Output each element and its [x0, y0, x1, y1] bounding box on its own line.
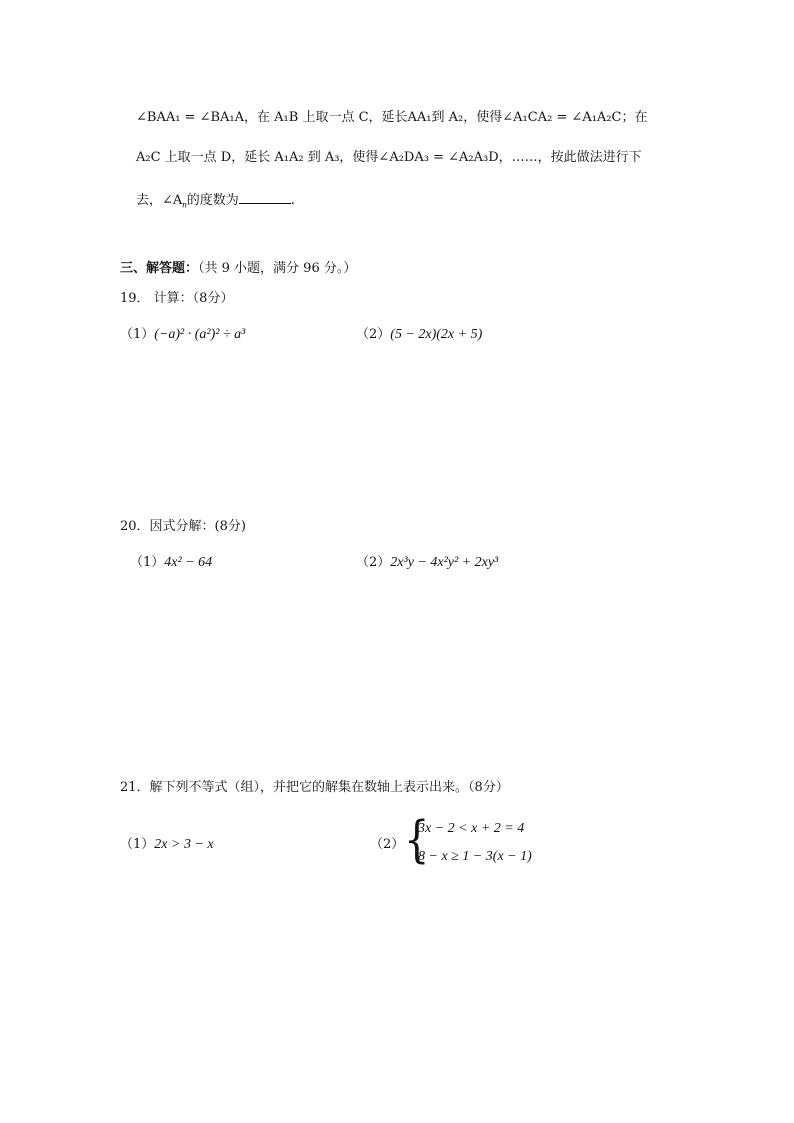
q21-system-line2: 8 − x ≥ 1 − 3(x − 1) [418, 849, 532, 864]
problem18-line3-post: . [290, 193, 295, 208]
q19-p2-expression: (5 − 2x)(2x + 5) [390, 327, 483, 342]
problem18-line3-pre: 去，∠A [136, 193, 183, 208]
problem18-line3-mid: 的度数为 [186, 193, 239, 208]
q19-header [120, 290, 233, 308]
q19-header-text: 19． 计算：（8分） [120, 291, 234, 306]
problem18-subscript-n: n [182, 199, 187, 210]
q20-header [120, 518, 246, 536]
problem18-line3 [136, 191, 295, 214]
q20-p1-expression: 4x² − 64 [164, 555, 213, 570]
q20-header-text: 20．因式分解：(8分) [120, 519, 246, 534]
q21-p2-label-wrap [370, 836, 404, 854]
section-note: （共 9 小题，满分 96 分。） [198, 261, 357, 276]
problem18-line1-text: ∠BAA₁ = ∠BA₁A，在 A₁B 上取一点 C，延长AA₁到 A₂，使得∠A₁CA₂ = ∠A₁A₂C；在 [136, 110, 648, 125]
problem18-line1 [136, 109, 647, 127]
q19-part2 [356, 326, 482, 344]
q19-p2-label: （2） [356, 327, 391, 342]
q19-part1 [120, 326, 245, 344]
q19-p1-label: （1） [120, 327, 155, 342]
q21-part1 [120, 836, 214, 854]
q19-p1-expression: (−a)² · (a²)² ÷ a³ [154, 327, 246, 342]
q21-p2-label: （2） [370, 837, 405, 852]
q21-p1-label: （1） [120, 837, 155, 852]
q20-p1-label: （1） [130, 555, 165, 570]
problem18-line2 [136, 149, 642, 167]
q21-inequality-system [404, 811, 554, 877]
q20-p2-label: （2） [356, 555, 391, 570]
q21-header-text: 21．解下列不等式（组），并把它的解集在数轴上表示出来。（8分） [120, 780, 509, 795]
q21-p1-expression: 2x > 3 − x [154, 837, 214, 852]
section-heading [120, 260, 356, 278]
q21-header [120, 779, 509, 797]
q20-part1 [130, 554, 212, 572]
left-brace: { [404, 811, 430, 869]
q20-p2-expression: 2x³y − 4x²y² + 2xy³ [390, 555, 499, 570]
problem18-line2-text: A₂C 上取一点 D，延长 A₁A₂ 到 A₃，使得∠A₂DA₃ = ∠A₂A₃D，……，按此做法进行下 [136, 150, 642, 165]
q20-part2 [356, 554, 498, 572]
q21-system-line1: 3x − 2 < x + 2 = 4 [418, 821, 525, 836]
answer-blank[interactable] [239, 191, 291, 204]
system-lines [418, 815, 532, 871]
section-title: 三、解答题： [120, 261, 199, 276]
